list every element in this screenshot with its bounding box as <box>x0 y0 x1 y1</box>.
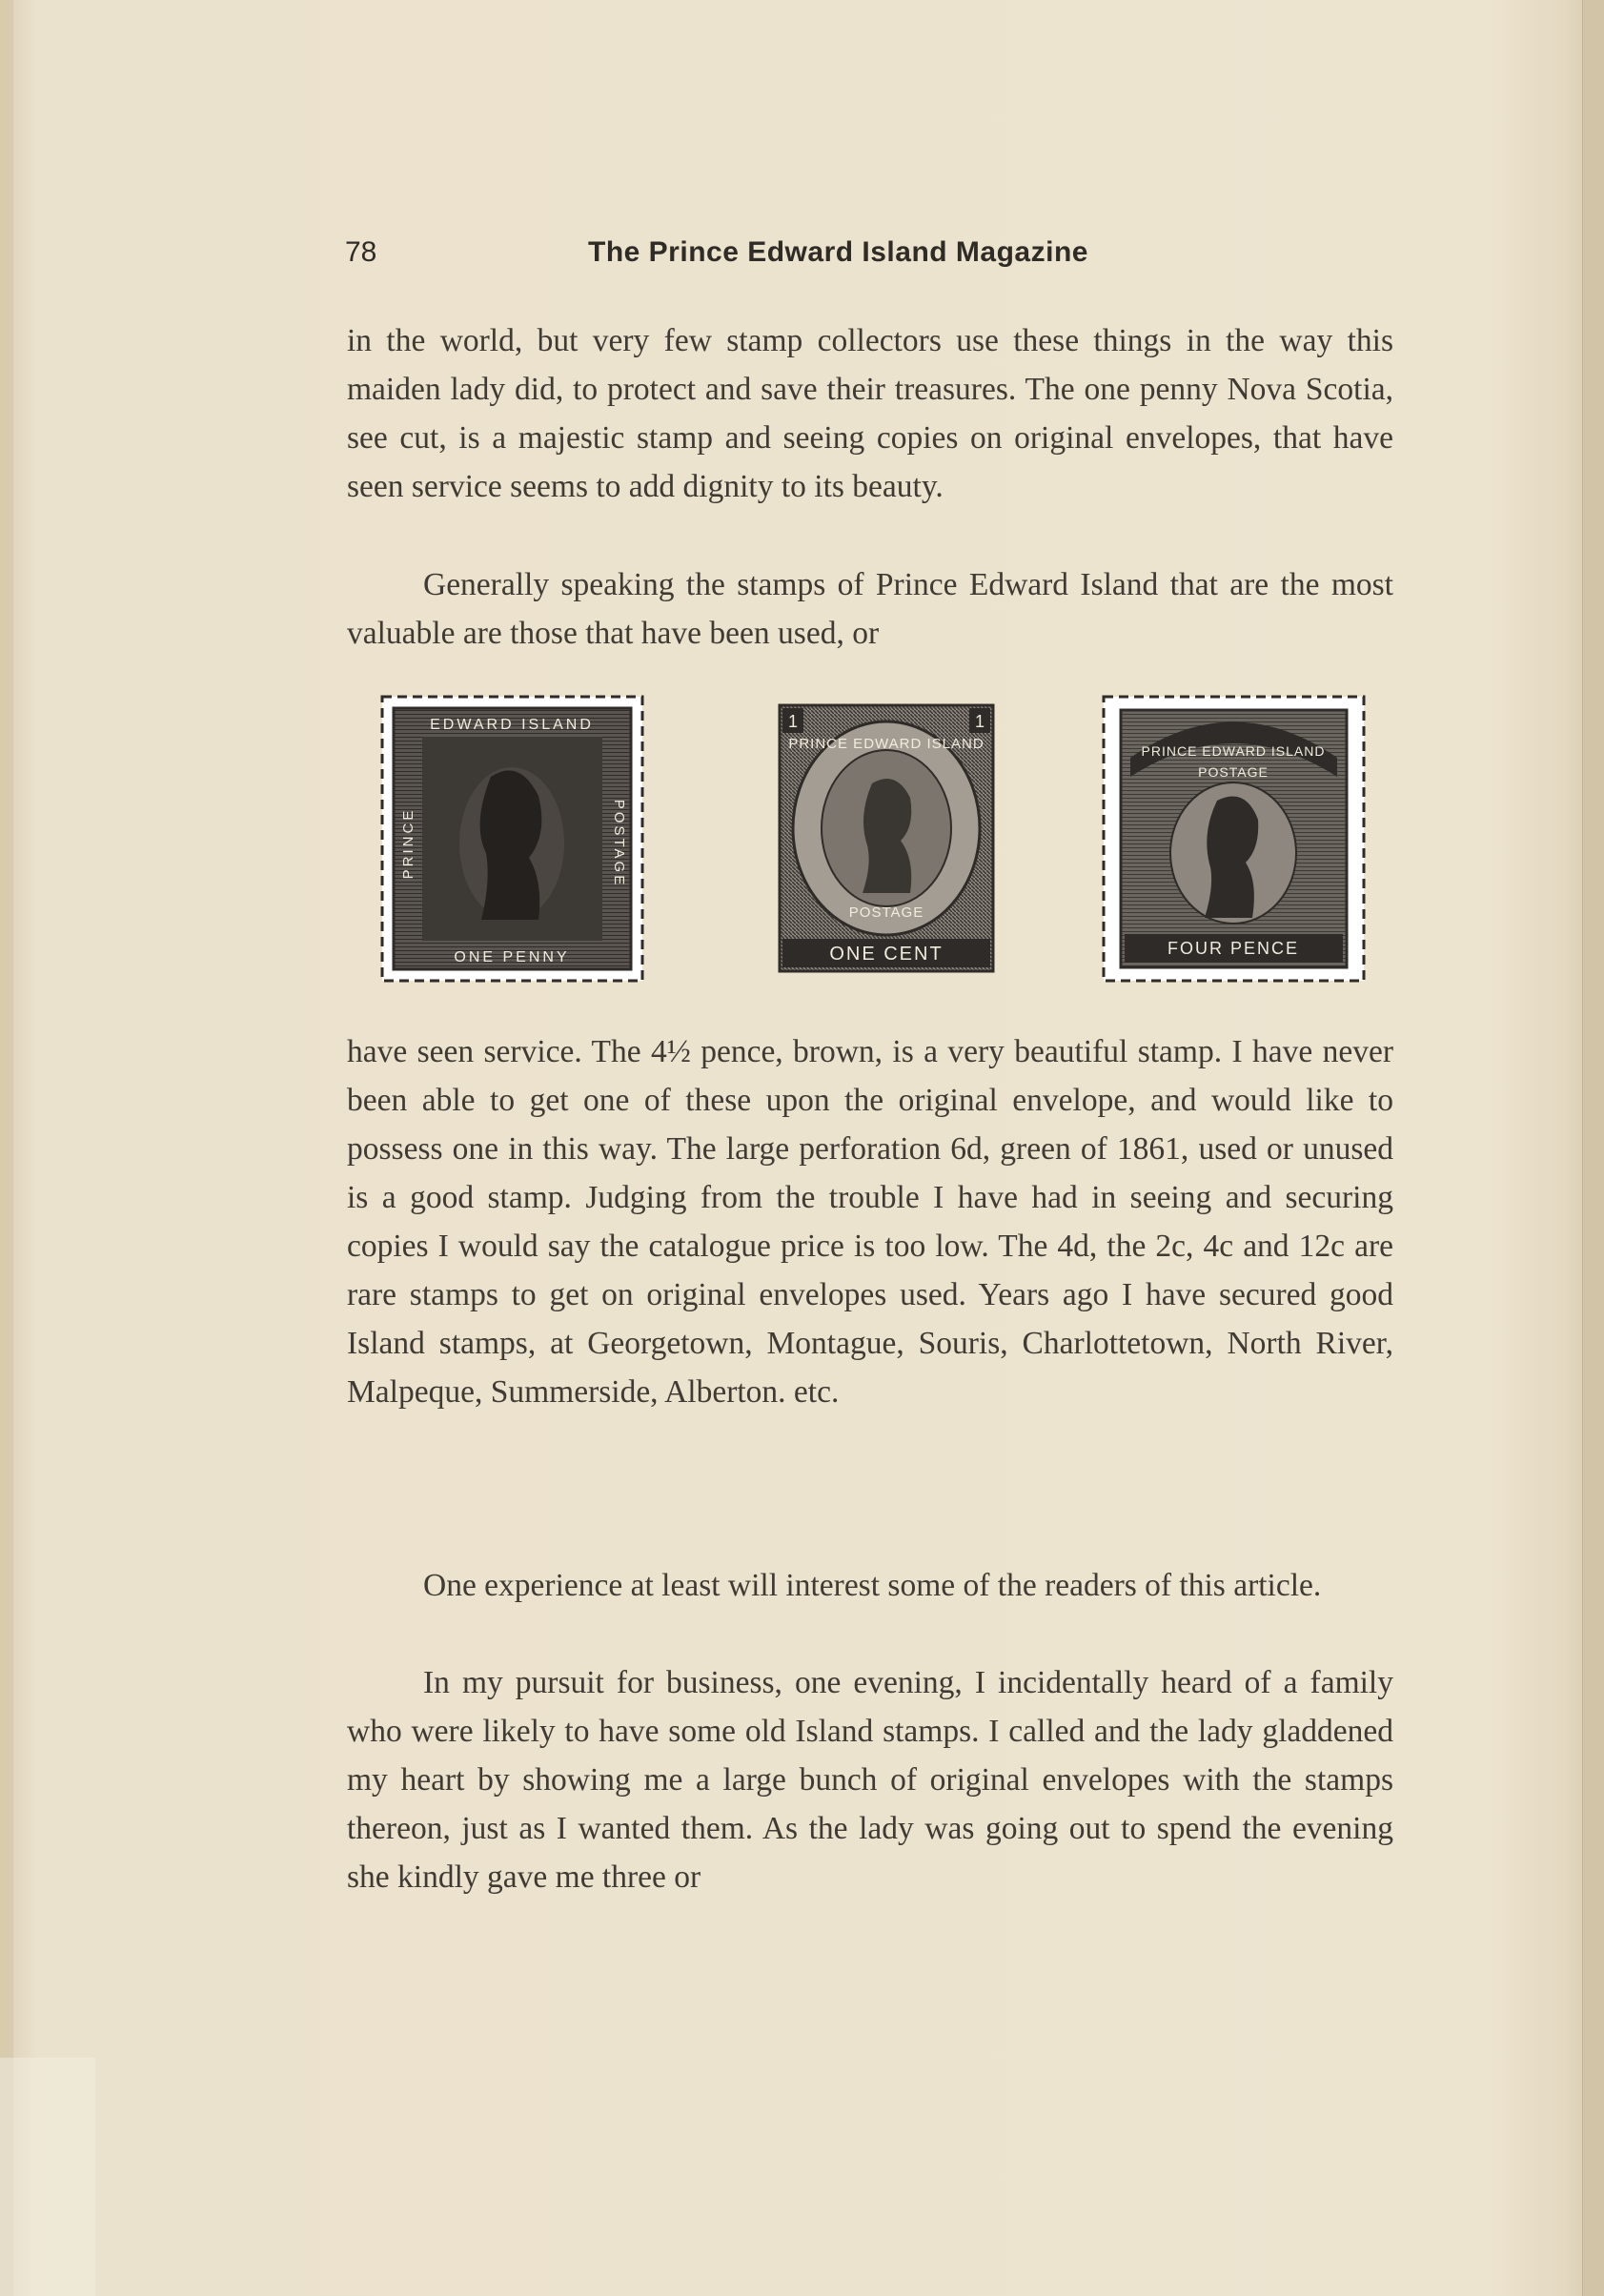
page-right-edge <box>1582 0 1604 2296</box>
paragraph-1: in the world, but very few stamp collectors use these things in the way this maiden lady did, to protect and save their treasures. The one penny Nova Scotia, see cut, is a majestic stamp and seeing copies on original envelopes, that have seen service seems to add dignity to its beauty. <box>347 323 1393 504</box>
paragraph-5: In my pursuit for business, one evening, I incidentally heard of a family who were likely to have some old Island stamps. I called and the lady gladdened my heart by showing me a large bunch of original envelopes with the stamps thereon, just as I wanted them. As the lady was going out to spend the evening she kindly gave me three or <box>347 1665 1393 1895</box>
paragraph-4: One experience at least will interest some of the readers of this article. <box>423 1568 1322 1603</box>
stamp-2-bottom-text: ONE CENT <box>829 944 944 965</box>
stamp-one-cent <box>777 702 996 974</box>
page-left-edge <box>0 0 13 2296</box>
stamp-3-bottom-text: FOUR PENCE <box>1167 939 1300 958</box>
page-number: 78 <box>345 236 377 268</box>
stamp-1-bottom-text: ONE PENNY <box>454 949 570 965</box>
running-header <box>345 236 1393 278</box>
page-corner-fade <box>0 2058 95 2296</box>
running-title: The Prince Edward Island Magazine <box>588 236 1088 268</box>
stamp-1-right-text: POSTAGE <box>611 799 627 888</box>
stamp-2-arc-text: PRINCE EDWARD ISLAND <box>788 736 985 752</box>
stamp-2-corner-left: 1 <box>787 712 799 731</box>
paragraph-3: have seen service. The 4½ pence, brown, is a very beautiful stamp. I have never been able to get one of these upon the original envelope, and would like to possess one in this way. The large perforation 6d, green of 1861, used or unused is a good stamp. Judging from the trouble I have had in seeing and securing copies I would say the catalogue price is too low. The 4d, the 2c, 4c and 12c are rare stamps to get on original envelopes used. Years ago I have secured good Island stamps, at Georgetown, Montague, Souris, Charlottetown, North River, Malpeque, Summerside, Alberton. etc. <box>347 1034 1393 1410</box>
stamp-2-corner-right: 1 <box>974 712 985 731</box>
stamp-1-top-text: EDWARD ISLAND <box>430 717 594 733</box>
stamp-illustrations <box>376 686 1377 991</box>
stamp-one-penny <box>376 691 648 986</box>
stamp-four-pence <box>1098 691 1370 986</box>
stamp-2-postage-text: POSTAGE <box>848 904 924 921</box>
stamp-1-left-text: PRINCE <box>400 807 416 880</box>
stamp-3-postage-text: POSTAGE <box>1198 764 1269 780</box>
stamp-3-arc-text: PRINCE EDWARD ISLAND <box>1141 743 1326 759</box>
paragraph-2: Generally speaking the stamps of Prince Edward Island that are the most valuable are those that have been used, or <box>347 567 1393 651</box>
